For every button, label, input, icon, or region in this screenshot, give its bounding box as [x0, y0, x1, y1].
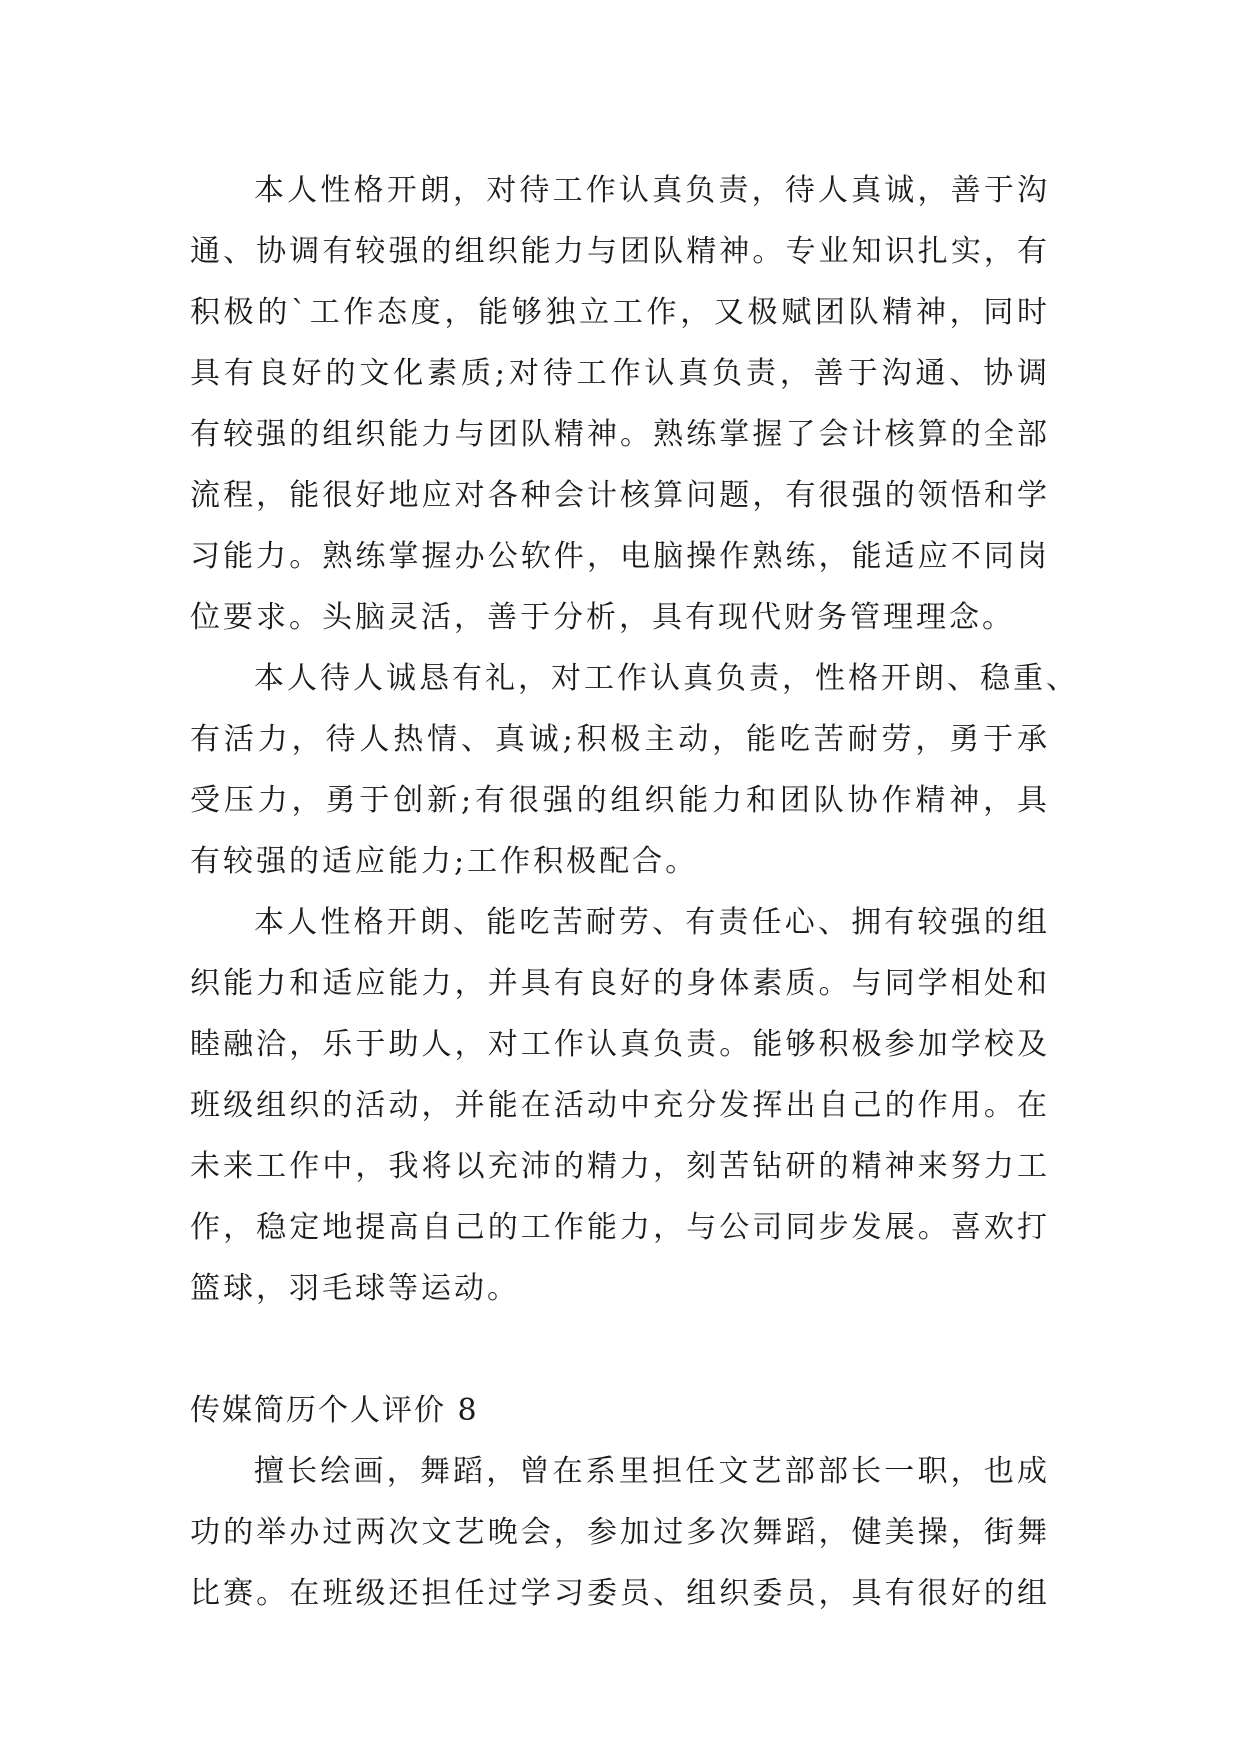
- paragraph-line: 作，稳定地提高自己的工作能力，与公司同步发展。喜欢打: [190, 1210, 1050, 1245]
- paragraph-line: 积极的`工作态度，能够独立工作，又极赋团队精神，同时: [190, 295, 1050, 330]
- paragraph-personality-finance: [190, 160, 1050, 648]
- paragraph-line: 比赛。在班级还担任过学习委员、组织委员，具有很好的组: [190, 1576, 1050, 1611]
- paragraph-line: 睦融洽，乐于助人，对工作认真负责。能够积极参加学校及: [190, 1027, 1050, 1062]
- paragraph-line: 有较强的适应能力;工作积极配合。: [190, 844, 699, 879]
- paragraph-line: 有活力，待人热情、真诚;积极主动，能吃苦耐劳，勇于承: [190, 722, 1050, 757]
- paragraph-line: 擅长绘画，舞蹈，曾在系里担任文艺部部长一职，也成: [254, 1454, 1050, 1489]
- paragraph-line: 功的举办过两次文艺晚会，参加过多次舞蹈，健美操，街舞: [190, 1515, 1050, 1550]
- paragraph-line: 未来工作中，我将以充沛的精力，刻苦钻研的精神来努力工: [190, 1149, 1050, 1184]
- paragraph-line: 本人性格开朗、能吃苦耐劳、有责任心、拥有较强的组: [254, 905, 1050, 940]
- paragraph-line: 本人性格开朗，对待工作认真负责，待人真诚，善于沟: [254, 173, 1050, 208]
- paragraph-hardworking: [190, 892, 1050, 1319]
- section-heading: 传媒简历个人评价 8: [190, 1393, 479, 1428]
- paragraph-line: 习能力。熟练掌握办公软件，电脑操作熟练，能适应不同岗: [190, 539, 1050, 574]
- paragraph-sincere-courteous: [190, 648, 1079, 892]
- paragraph-line: 位要求。头脑灵活，善于分析，具有现代财务管理理念。: [190, 600, 1015, 635]
- paragraph-line: 织能力和适应能力，并具有良好的身体素质。与同学相处和: [190, 966, 1050, 1001]
- paragraph-arts: [190, 1441, 1050, 1624]
- document-body: [190, 160, 1079, 1624]
- paragraph-line: 有较强的组织能力与团队精神。熟练掌握了会计核算的全部: [190, 417, 1050, 452]
- paragraph-line: 通、协调有较强的组织能力与团队精神。专业知识扎实，有: [190, 234, 1050, 269]
- paragraph-line: 流程，能很好地应对各种会计核算问题，有很强的领悟和学: [190, 478, 1050, 513]
- paragraph-line: 班级组织的活动，并能在活动中充分发挥出自己的作用。在: [190, 1088, 1050, 1123]
- paragraph-line: 具有良好的文化素质;对待工作认真负责，善于沟通、协调: [190, 356, 1050, 391]
- paragraph-line: 篮球，羽毛球等运动。: [190, 1271, 520, 1306]
- paragraph-line: 受压力，勇于创新;有很强的组织能力和团队协作精神，具: [190, 783, 1050, 818]
- paragraph-line: 本人待人诚恳有礼，对工作认真负责，性格开朗、稳重、: [254, 661, 1079, 696]
